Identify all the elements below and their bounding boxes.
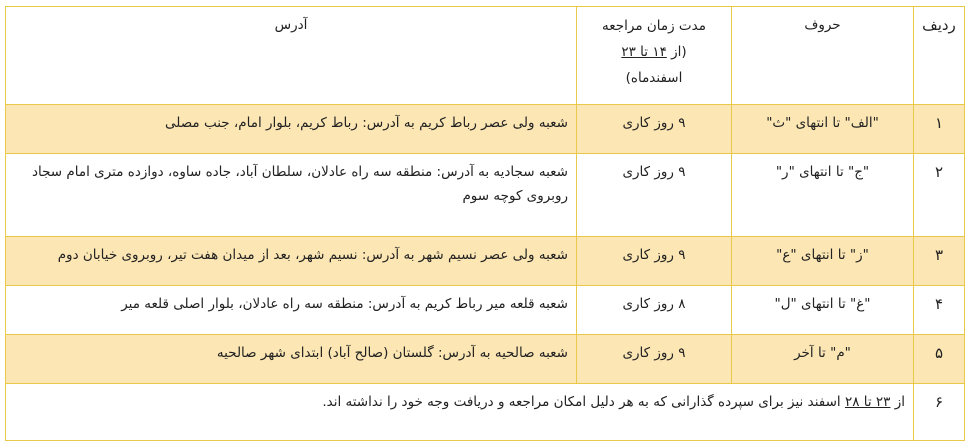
header-address: آدرس <box>6 7 577 105</box>
schedule-table <box>5 6 965 441</box>
table-footer-row <box>6 384 965 441</box>
row-letters: "م" تا آخر <box>732 335 914 384</box>
row-address: شعبه صالحیه به آدرس: گلستان (صالح آباد) ابتدای شهر صالحیه <box>6 335 577 384</box>
header-radif: ردیف <box>914 7 965 105</box>
row-duration: ۹ روز کاری <box>577 335 732 384</box>
header-duration-title: مدت زمان مراجعه <box>602 18 706 34</box>
row-address: شعبه سجادیه به آدرس: منطقه سه راه عادلان، سلطان آباد، جاده ساوه، دوازده متری امام سجاد روبروی کوچه سوم <box>6 154 577 237</box>
header-letters: حروف <box>732 7 914 105</box>
row-number: ۶ <box>914 384 965 441</box>
row-duration: ۹ روز کاری <box>577 154 732 237</box>
table-row <box>6 154 965 237</box>
table-header-row <box>6 7 965 105</box>
footer-date-range: ۲۳ تا ۲۸ <box>844 394 891 410</box>
header-duration <box>577 7 732 105</box>
row-duration: ۹ روز کاری <box>577 105 732 154</box>
footer-note: از ۲۳ تا ۲۸ اسفند نیز برای سپرده گذارانی که به هر دلیل امکان مراجعه و دریافت وجه خود را نداشته اند. <box>6 384 914 441</box>
row-number: ۱ <box>914 105 965 154</box>
header-duration-suffix: اسفندماه) <box>625 70 683 86</box>
row-letters: "ز" تا انتهای "ع" <box>732 237 914 286</box>
table-row <box>6 105 965 154</box>
table-row <box>6 286 965 335</box>
table-row <box>6 237 965 286</box>
row-address: شعبه ولی عصر نسیم شهر به آدرس: نسیم شهر، بعد از میدان هفت تیر، روبروی خیابان دوم <box>6 237 577 286</box>
row-duration: ۸ روز کاری <box>577 286 732 335</box>
row-letters: "الف" تا انتهای "ث" <box>732 105 914 154</box>
header-duration-range: (از ۱۴ تا ۲۳ <box>621 44 687 60</box>
row-letters: "غ" تا انتهای "ل" <box>732 286 914 335</box>
row-number: ۳ <box>914 237 965 286</box>
row-number: ۴ <box>914 286 965 335</box>
row-duration: ۹ روز کاری <box>577 237 732 286</box>
row-letters: "ج" تا انتهای "ر" <box>732 154 914 237</box>
row-address: شعبه قلعه میر رباط کریم به آدرس: منطقه سه راه عادلان، بلوار اصلی قلعه میر <box>6 286 577 335</box>
row-number: ۵ <box>914 335 965 384</box>
row-number: ۲ <box>914 154 965 237</box>
row-address: شعبه ولی عصر رباط کریم به آدرس: رباط کریم، بلوار امام، جنب مصلی <box>6 105 577 154</box>
table-row <box>6 335 965 384</box>
